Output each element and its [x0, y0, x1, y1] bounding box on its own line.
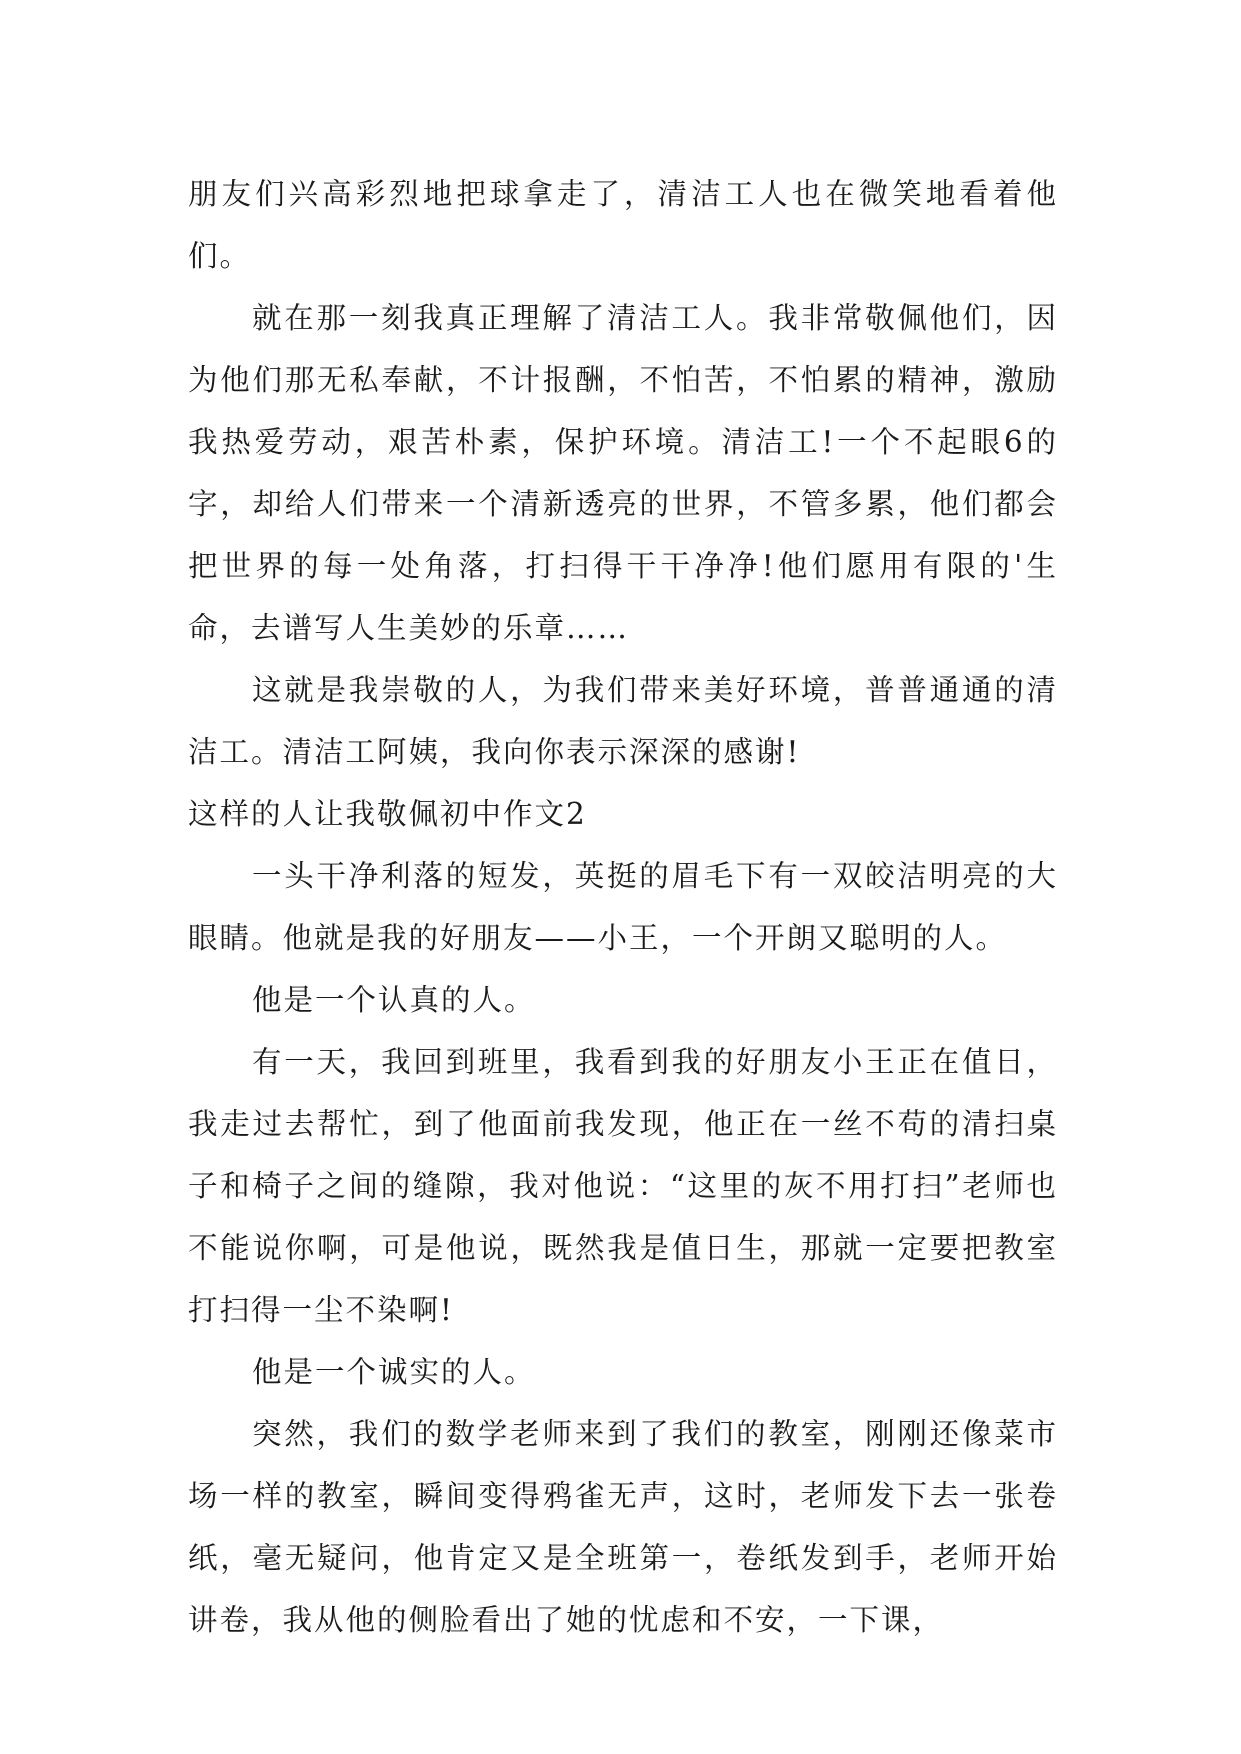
- paragraph-4: 一头干净利落的短发，英挺的眉毛下有一双皎洁明亮的大眼睛。他就是我的好朋友——小王，一个开朗又聪明的人。: [188, 859, 1058, 955]
- paragraph-1: 朋友们兴高彩烈地把球拿走了，清洁工人也在微笑地看着他们。: [188, 177, 1058, 273]
- paragraph-7: 他是一个诚实的人。: [252, 1355, 536, 1389]
- paragraph-5: 他是一个认真的人。: [252, 983, 536, 1017]
- document-body: [188, 163, 1058, 1651]
- paragraph-2: 就在那一刻我真正理解了清洁工人。我非常敬佩他们，因为他们那无私奉献，不计报酬，不怕苦，不怕累的精神，激励我热爱劳动，艰苦朴素，保护环境。清洁工!一个不起眼6的字，却给人们带来一个清新透亮的世界，不管多累，他们都会把世界的每一处角落，打扫得干干净净!他们愿用有限的'生命，去谱写人生美妙的乐章……: [188, 301, 1058, 645]
- paragraph-6: 有一天，我回到班里，我看到我的好朋友小王正在值日，我走过去帮忙，到了他面前我发现，他正在一丝不苟的清扫桌子和椅子之间的缝隙，我对他说：“这里的灰不用打扫”老师也不能说你啊，可是他说，既然我是值日生，那就一定要把教室打扫得一尘不染啊!: [188, 1045, 1058, 1327]
- paragraph-8: 突然，我们的数学老师来到了我们的教室，刚刚还像菜市场一样的教室，瞬间变得鸦雀无声，这时，老师发下去一张卷纸，毫无疑问，他肯定又是全班第一，卷纸发到手，老师开始讲卷，我从他的侧脸看出了她的忧虑和不安，一下课，: [188, 1417, 1058, 1637]
- section-heading: 这样的人让我敬佩初中作文2: [188, 797, 587, 831]
- paragraph-3: 这就是我崇敬的人，为我们带来美好环境，普普通通的清洁工。清洁工阿姨，我向你表示深深的感谢!: [188, 673, 1058, 769]
